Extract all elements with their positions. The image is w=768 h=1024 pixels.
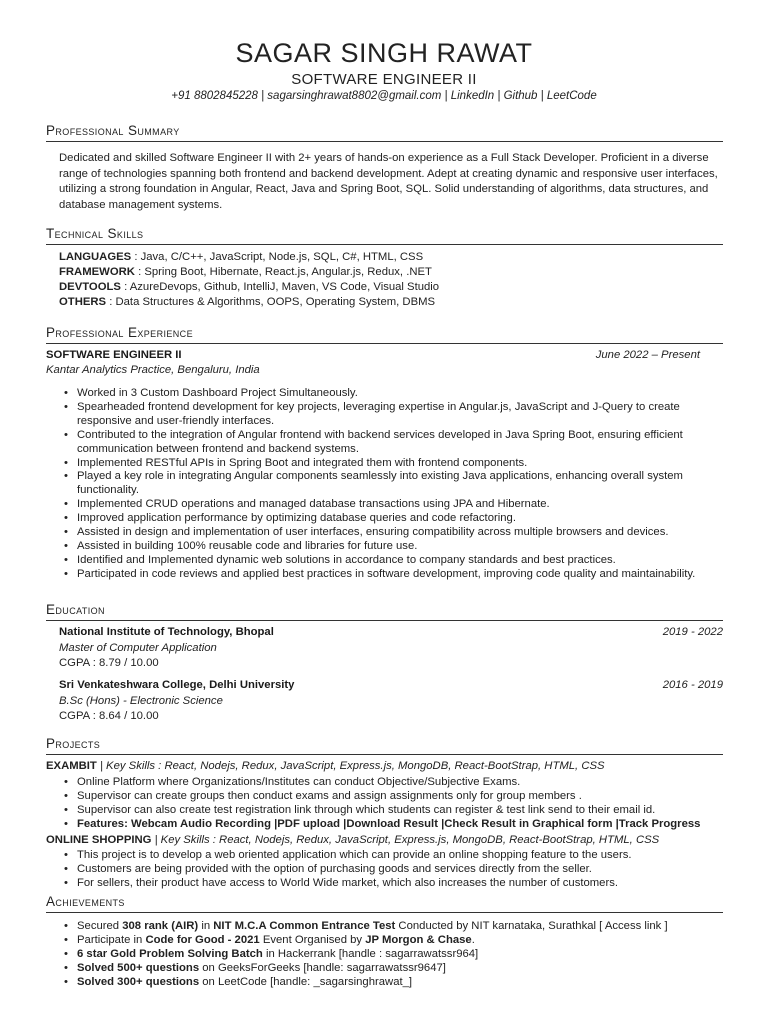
project-header bbox=[46, 834, 659, 846]
summary-heading: Professional Summary bbox=[46, 123, 180, 138]
job-title: SOFTWARE ENGINEER II bbox=[46, 349, 182, 361]
skill-value: : Data Structures & Algorithms, OOPS, Operating System, DBMS bbox=[106, 296, 436, 308]
school-name: National Institute of Technology, Bhopal bbox=[59, 626, 274, 638]
school-dates: 2016 - 2019 bbox=[662, 679, 723, 691]
achievement-text: on LeetCode [handle: _sagarsinghrawat_] bbox=[199, 975, 413, 988]
skill-row-devtools bbox=[59, 281, 439, 293]
projects-heading: Projects bbox=[46, 736, 101, 751]
degree-name: Master of Computer Application bbox=[59, 642, 217, 654]
achievement-text: in bbox=[198, 920, 214, 932]
achievement-highlight: 6 star Gold Problem Solving Batch bbox=[77, 947, 263, 960]
achievement-text: Secured bbox=[77, 920, 123, 932]
experience-bullets bbox=[64, 387, 714, 582]
skill-row-languages bbox=[59, 251, 423, 263]
school-name: Sri Venkateshwara College, Delhi University bbox=[59, 679, 295, 691]
list-item bbox=[64, 818, 734, 832]
achievements-list bbox=[64, 920, 734, 990]
skill-value: : Java, C/C++, JavaScript, Node.js, SQL, C#, HTML, CSS bbox=[131, 251, 424, 263]
achievements-divider bbox=[46, 912, 723, 913]
list-item: • Worked in 3 Custom Dashboard Project Simultaneously. bbox=[64, 387, 714, 401]
skill-label: DEVTOOLS bbox=[59, 281, 121, 293]
skill-label: OTHERS bbox=[59, 296, 107, 308]
achievement-text: Conducted by NIT karnataka, Surathkal [ Access link ] bbox=[395, 920, 668, 932]
project-skills: | Key Skills : React, Nodejs, Redux, JavaScript, Express.js, MongoDB, React-BootStrap, HTML, CSS bbox=[96, 760, 605, 772]
project-header bbox=[46, 760, 605, 772]
list-item: • Supervisor can also create test registration link through which students can register & test link send to their email id. bbox=[64, 804, 734, 818]
achievement-highlight: Code for Good - 2021 bbox=[145, 933, 260, 946]
summary-text: Dedicated and skilled Software Engineer II with 2+ years of hands-on experience as a Full Stack Developer. Proficient in a diverse range of technologies spanning both frontend and backend development. Adept at creating dynamic and responsive user interfaces, utilizing a strong foundation in Angular, React, Java and Spring Boot, SQL. Solid understanding of algorithms, data structures, and database management systems. bbox=[59, 152, 718, 211]
achievement-highlight: Solved 500+ questions bbox=[77, 961, 200, 974]
experience-divider bbox=[46, 343, 723, 344]
candidate-role: SOFTWARE ENGINEER II bbox=[291, 71, 477, 88]
list-item: • Identified and Implemented dynamic web solutions in accordance to company standards and best practices. bbox=[64, 554, 714, 568]
company-name: Kantar Analytics Practice, Bengaluru, India bbox=[46, 364, 260, 376]
achievement-highlight: Solved 300+ questions bbox=[77, 975, 200, 988]
list-item: • This project is to develop a web oriented application which can provide an online shopping feature to the users. bbox=[64, 849, 734, 863]
skill-label: FRAMEWORK bbox=[59, 266, 135, 278]
achievement-highlight: NIT M.C.A Common Entrance Test bbox=[213, 920, 396, 932]
list-item: • Improved application performance by optimizing database queries and code refactoring. bbox=[64, 512, 714, 526]
skill-row-framework bbox=[59, 266, 432, 278]
list-item bbox=[64, 962, 734, 976]
skill-label: LANGUAGES bbox=[59, 251, 132, 263]
features-text: : Webcam Audio Recording |PDF upload |Download Result |Check Result in Graphical form |Track Progress bbox=[124, 817, 701, 830]
skill-value: : AzureDevops, Github, IntelliJ, Maven, VS Code, Visual Studio bbox=[120, 281, 440, 293]
list-item bbox=[64, 920, 734, 934]
contact-line[interactable]: +91 8802845228 | sagarsinghrawat8802@gmail.com | LinkedIn | Github | LeetCode bbox=[171, 90, 597, 102]
list-item: • Customers are being provided with the option of purchasing goods and services directly from the seller. bbox=[64, 863, 734, 877]
achievement-text: Event Organised by bbox=[259, 933, 366, 946]
achievement-text: . bbox=[471, 933, 475, 946]
achievements-heading: Achievements bbox=[46, 894, 125, 909]
list-item bbox=[64, 948, 734, 962]
list-item: • Supervisor can create groups then conduct exams and assign assignments only for group members . bbox=[64, 790, 734, 804]
candidate-name: SAGAR SINGH RAWAT bbox=[235, 38, 533, 68]
job-dates: June 2022 – Present bbox=[595, 349, 700, 361]
project-bullets bbox=[64, 849, 734, 891]
education-heading: Education bbox=[46, 602, 105, 617]
list-item: • Implemented RESTful APIs in Spring Boot and integrated them with frontend components. bbox=[64, 457, 714, 471]
list-item: • Assisted in design and implementation of user interfaces, ensuring compatibility across multiple browsers and devices. bbox=[64, 526, 714, 540]
list-item: • Online Platform where Organizations/Institutes can conduct Objective/Subjective Exams. bbox=[64, 776, 734, 790]
skills-heading: Technical Skills bbox=[46, 226, 144, 241]
project-name: ONLINE SHOPPING bbox=[46, 834, 152, 846]
degree-name: B.Sc (Hons) - Electronic Science bbox=[59, 695, 223, 707]
list-item: • Played a key role in integrating Angular components seamlessly into existing Java applications, enhancing overall system functionality. bbox=[64, 470, 714, 498]
skill-row-others bbox=[59, 296, 435, 308]
list-item: • For sellers, their product have access to World Wide market, which also increases the number of customers. bbox=[64, 877, 734, 891]
list-item: • Participated in code reviews and applied best practices in software development, improving code quality and maintainability. bbox=[64, 568, 714, 582]
list-item: • Implemented CRUD operations and managed database transactions using JPA and Hibernate. bbox=[64, 498, 714, 512]
achievement-text: Participate in bbox=[77, 933, 146, 946]
list-item bbox=[64, 976, 734, 990]
grade: CGPA : 8.64 / 10.00 bbox=[59, 710, 159, 722]
project-bullets bbox=[64, 776, 734, 832]
list-item: • Spearheaded frontend development for key projects, leveraging expertise in Angular.js, JavaScript and J-Query to create responsive and user-friendly interfaces. bbox=[64, 401, 714, 429]
list-item: • Contributed to the integration of Angular frontend with backend services developed in Java Spring Boot, ensuring efficient communication between frontend and backend systems. bbox=[64, 429, 714, 457]
achievement-text: on GeeksForGeeks [handle: sagarrawatssr9647] bbox=[199, 961, 446, 974]
achievement-highlight: JP Morgon & Chase bbox=[365, 933, 472, 946]
school-dates: 2019 - 2022 bbox=[662, 626, 723, 638]
experience-heading: Professional Experience bbox=[46, 325, 193, 340]
list-item: • Assisted in building 100% reusable code and libraries for future use. bbox=[64, 540, 714, 554]
list-item bbox=[64, 934, 734, 948]
grade: CGPA : 8.79 / 10.00 bbox=[59, 657, 159, 669]
education-divider bbox=[46, 620, 723, 621]
project-name: EXAMBIT bbox=[46, 760, 97, 772]
summary-divider bbox=[46, 141, 723, 142]
skills-divider bbox=[46, 244, 723, 245]
project-skills: | Key Skills : React, Nodejs, Redux, JavaScript, Express.js, MongoDB, React-BootStrap, HTML, CSS bbox=[151, 834, 660, 846]
achievement-highlight: 308 rank (AIR) bbox=[122, 920, 199, 932]
projects-divider bbox=[46, 754, 723, 755]
achievement-text: in Hackerrank [handle : sagarrawatssr964] bbox=[262, 947, 479, 960]
skill-value: : Spring Boot, Hibernate, React.js, Angular.js, Redux, .NET bbox=[134, 266, 432, 278]
features-label: Features bbox=[77, 817, 125, 830]
